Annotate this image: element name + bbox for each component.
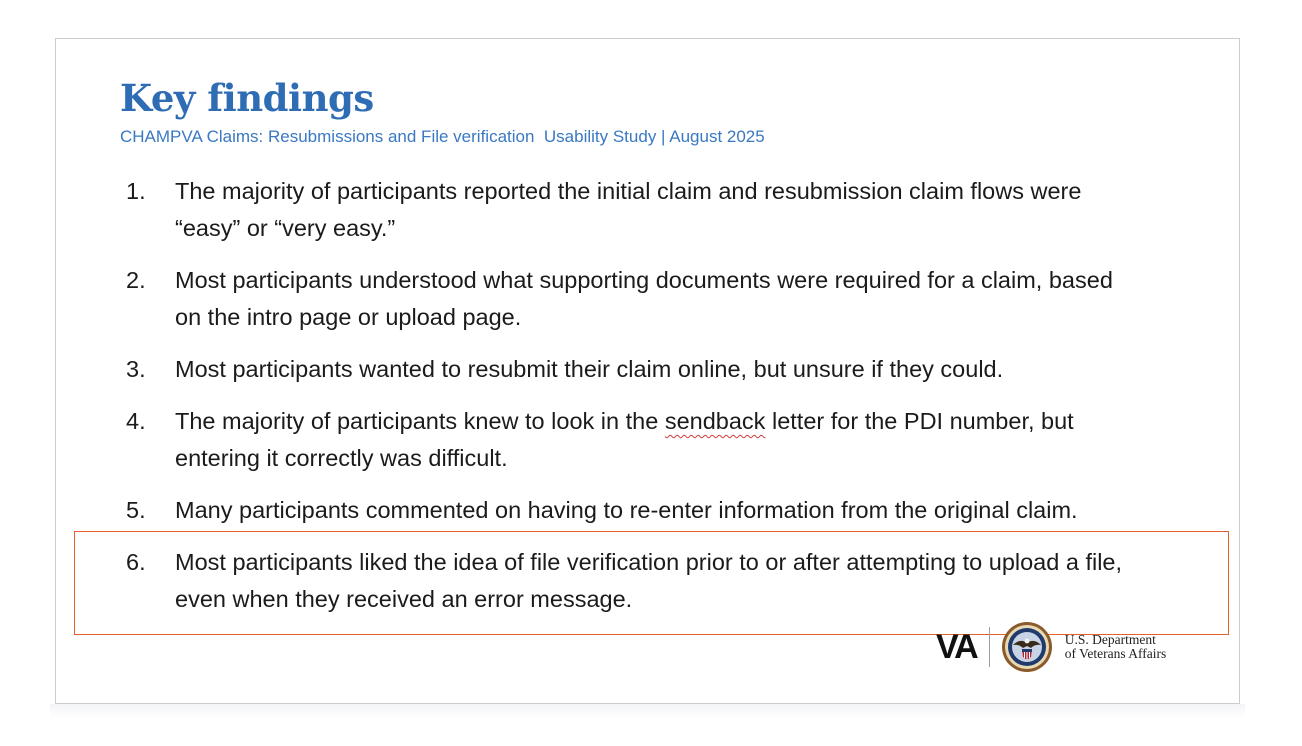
slide — [55, 38, 1240, 704]
finding-text: Most participants understood what supporting documents were required for a claim, based — [175, 267, 1113, 293]
finding-text: Many participants commented on having to re-enter information from the original claim. — [175, 497, 1078, 523]
finding-1 — [120, 173, 1210, 247]
finding-text: Most participants wanted to resubmit their claim online, but unsure if they could. — [175, 356, 1004, 382]
slide-shadow — [50, 704, 1245, 718]
finding-text: on the intro page or upload page. — [175, 304, 522, 330]
finding-5 — [120, 492, 1210, 529]
finding-number: 3. — [126, 356, 146, 382]
finding-text: letter for the PDI number, but — [765, 408, 1074, 434]
finding-2 — [120, 262, 1210, 336]
finding-text: The majority of participants knew to look in the — [175, 408, 665, 434]
department-name — [1065, 633, 1166, 661]
finding-3 — [120, 351, 1210, 388]
department-name-line-2: of Veterans Affairs — [1064, 646, 1167, 661]
va-logo — [936, 618, 1166, 676]
finding-text: even when they received an error message. — [175, 586, 633, 612]
department-name-line-1: U.S. Department — [1064, 632, 1156, 647]
finding-text: Most participants liked the idea of file verification prior to or after attempting to upload a file, — [175, 549, 1123, 575]
slide-title: Key findings — [120, 76, 374, 120]
finding-number: 1. — [126, 178, 146, 204]
finding-4 — [120, 403, 1210, 477]
finding-text: The majority of participants reported the initial claim and resubmission claim flows were — [175, 178, 1082, 204]
va-seal-icon — [1001, 621, 1053, 673]
finding-number: 4. — [126, 408, 146, 434]
finding-number: 5. — [126, 497, 146, 523]
logo-divider — [989, 627, 990, 667]
finding-text: entering it correctly was difficult. — [175, 445, 508, 471]
slide-subtitle: CHAMPVA Claims: Resubmissions and File verification Usability Study | August 2025 — [120, 127, 765, 146]
finding-6 — [120, 544, 1210, 618]
va-wordmark: VA — [936, 628, 977, 666]
finding-number: 2. — [126, 267, 146, 293]
spellcheck-flagged-word: sendback — [664, 408, 766, 434]
findings-list — [120, 173, 1210, 633]
finding-number: 6. — [126, 549, 146, 575]
finding-text: “easy” or “very easy.” — [175, 215, 396, 241]
